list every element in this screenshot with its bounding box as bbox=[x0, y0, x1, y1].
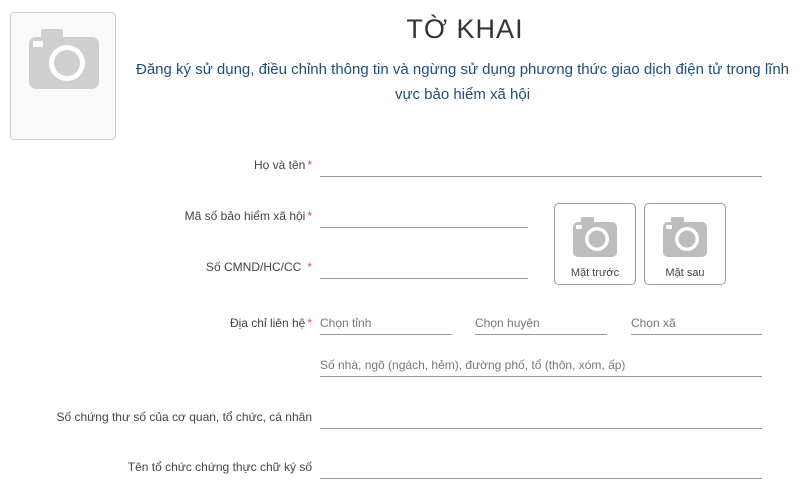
address-label: Địa chỉ liên hệ * bbox=[229, 316, 312, 330]
district-select[interactable] bbox=[475, 316, 607, 335]
id-back-label: Mặt sau bbox=[665, 267, 705, 279]
full-name-input[interactable] bbox=[320, 158, 762, 177]
cert-org-input[interactable] bbox=[320, 460, 762, 479]
required-marker: * bbox=[307, 158, 312, 172]
id-number-input[interactable] bbox=[320, 260, 528, 279]
ward-select[interactable] bbox=[631, 316, 762, 335]
page-title: TỜ KHAI bbox=[406, 14, 524, 44]
required-marker: * bbox=[307, 209, 312, 223]
province-select[interactable] bbox=[320, 316, 452, 335]
street-address-input[interactable] bbox=[320, 358, 762, 377]
id-back-upload[interactable] bbox=[644, 203, 726, 285]
full-name-label: Họ và tên * bbox=[253, 158, 312, 172]
cert-number-input[interactable] bbox=[320, 410, 762, 429]
id-number-label: Số CMND/HC/CC * bbox=[205, 260, 312, 274]
insurance-code-label: Mã số bảo hiểm xã hội * bbox=[184, 209, 312, 223]
required-marker: * bbox=[307, 316, 312, 330]
camera-icon bbox=[572, 216, 618, 258]
required-marker: * bbox=[307, 260, 312, 274]
cert-number-label: Số chứng thư số của cơ quan, tổ chức, cá nhân bbox=[56, 410, 312, 424]
id-front-label: Mặt trước bbox=[570, 267, 620, 279]
camera-icon bbox=[662, 216, 708, 258]
page-subtitle: Đăng ký sử dụng, điều chỉnh thông tin và ngừng sử dụng phương thức giao dịch điện tử trong lĩnh vực bảo hiểm xã hội bbox=[136, 61, 789, 103]
cert-org-label: Tên tổ chức chứng thực chữ ký số bbox=[127, 460, 312, 474]
insurance-code-input[interactable] bbox=[320, 209, 528, 228]
id-front-upload[interactable] bbox=[554, 203, 636, 285]
